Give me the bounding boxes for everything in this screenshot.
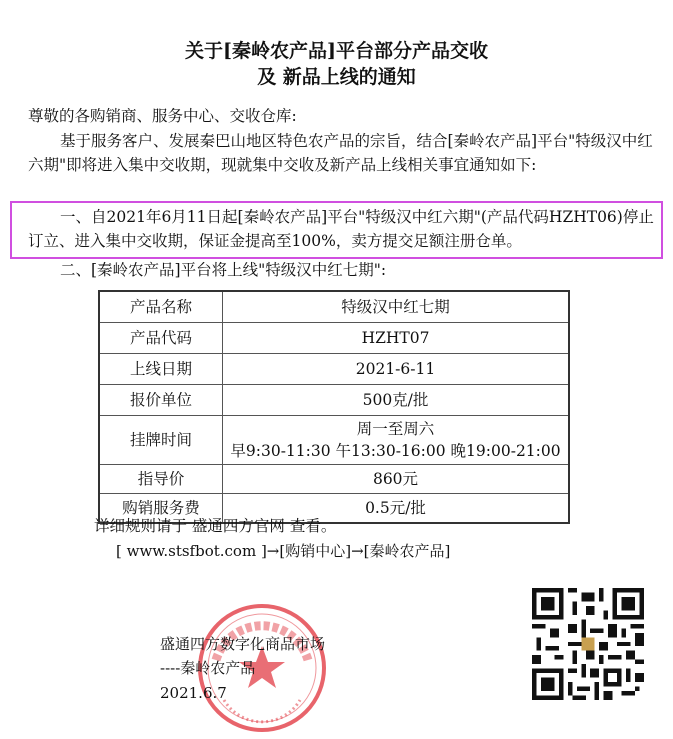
table-value: 0.5元/批 bbox=[223, 494, 570, 524]
table-row bbox=[99, 354, 569, 385]
table-row bbox=[99, 323, 569, 354]
table-key: 上线日期 bbox=[99, 354, 223, 385]
table-value: HZHT07 bbox=[223, 323, 570, 354]
rules-path: [ www.stsfbot.com ]→[购销中心]→[秦岭农产品] bbox=[116, 542, 451, 560]
table-row bbox=[99, 416, 569, 465]
table-key: 产品代码 bbox=[99, 323, 223, 354]
notice-title-line1: 关于[秦岭农产品]平台部分产品交收 bbox=[185, 40, 488, 62]
table-row bbox=[99, 465, 569, 494]
signature-date: 2021.6.7 bbox=[160, 684, 227, 702]
table-key: 报价单位 bbox=[99, 385, 223, 416]
table-value: 500克/批 bbox=[223, 385, 570, 416]
table-value-line: 周一至周六 bbox=[356, 420, 435, 438]
table-row bbox=[99, 291, 569, 323]
qr-code-icon[interactable] bbox=[532, 588, 644, 700]
item-two: 二、[秦岭农产品]平台将上线"特级汉中红七期": bbox=[60, 261, 387, 279]
signature-org: 盛通四方数字化商品市场 bbox=[160, 635, 326, 653]
table-value: 2021-6-11 bbox=[223, 354, 570, 385]
table-value: 860元 bbox=[223, 465, 570, 494]
intro-paragraph: 基于服务客户、发展秦巴山地区特色农产品的宗旨，结合[秦岭农产品]平台"特级汉中红六期"即将进入集中交收期，现就集中交收及新产品上线相关事宜通知如下: bbox=[28, 132, 653, 174]
signature-dept: ----秦岭农产品 bbox=[160, 659, 256, 677]
table-value-multiline bbox=[223, 416, 570, 465]
table-key: 产品名称 bbox=[99, 291, 223, 323]
table-value-line: 早9:30-11:30 午13:30-16:00 晚19:00-21:00 bbox=[230, 442, 561, 460]
rules-note: 详细规则请于 盛通四方官网 查看。 bbox=[94, 517, 337, 535]
greeting: 尊敬的各购销商、服务中心、交收仓库: bbox=[28, 107, 297, 125]
table-key: 购销服务费 bbox=[99, 494, 223, 524]
table-value: 特级汉中红七期 bbox=[223, 291, 570, 323]
table-key: 挂牌时间 bbox=[99, 416, 223, 465]
table-key: 指导价 bbox=[99, 465, 223, 494]
item-one: 一、自2021年6月11日起[秦岭农产品]平台"特级汉中红六期"(产品代码HZHT06)停止订立、进入集中交收期，保证金提高至100%，卖方提交足额注册仓单。 bbox=[28, 208, 654, 250]
notice-title-line2: 及 新品上线的通知 bbox=[257, 66, 416, 88]
table-row bbox=[99, 385, 569, 416]
product-info-table bbox=[98, 290, 570, 524]
